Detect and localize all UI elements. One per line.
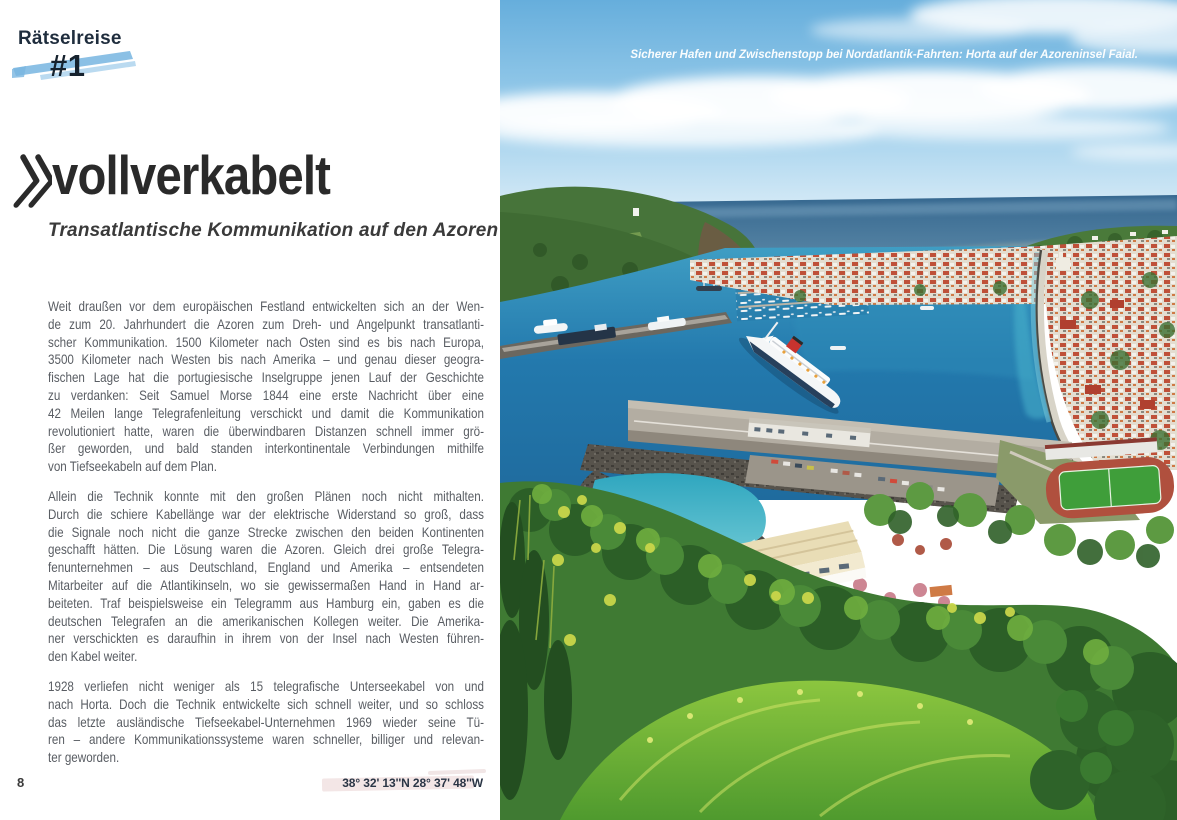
body-line: scher Kommunikation. 1500 Kilometer nach Osten sind es bis nach Europa,: [48, 333, 484, 350]
paragraph: [48, 298, 484, 476]
body-line: revolutioniert hatte, waren die überwindbaren Distanzen schnell immer grö-: [48, 422, 484, 439]
body-line: Mitarbeiter auf die Atlantikinseln, wo sie gewissermaßen Hand in Hand ar-: [48, 576, 484, 593]
coordinates-footer: [0, 768, 500, 798]
body-line: fenunternehmen – aus Deutschland, England und Amerika – entsendeten: [48, 559, 484, 576]
sky: [500, 0, 1177, 215]
double-chevron-icon: [12, 150, 52, 212]
page-subtitle: Transatlantische Kommunikation auf den Azoren: [48, 220, 499, 241]
body-line: von Tiefseekabeln auf dem Plan.: [48, 458, 218, 475]
paragraph: [48, 678, 484, 767]
body-line: de zum 20. Jahrhundert die Azoren zum Dreh- und Angelpunkt transatlanti-: [48, 315, 484, 332]
body-line: fischen Lage hat die portugiesische Inselgruppe jenen Lauf der Geschichte: [48, 369, 484, 386]
badge-series-title: Rätselreise: [18, 28, 122, 49]
page-title: vollverkabelt: [52, 144, 331, 206]
body-line: 42 Meilen lange Telegrafenleitung verschickt und damit die Kommunikation: [48, 404, 484, 421]
issue-badge: [12, 26, 162, 98]
body-line: beiteten. Traf beispielsweise ein Telegramm aus Hamburg ein, gaben es die: [48, 594, 484, 611]
body-line: ner verschickten es daraufhin in ihrem von der Insel nach Westen führen-: [48, 630, 484, 647]
body-line: zu verdanken: Seit Samuel Morse 1844 eine erste Nachricht über eine: [48, 386, 484, 403]
badge-issue-number: #1: [50, 48, 86, 83]
body-line: ren – andere Kommunikationssysteme waren schneller, billiger und relevan-: [48, 731, 484, 748]
body-line: 1928 verliefen nicht weniger als 15 telegrafische Unterseekabel von und: [48, 677, 484, 694]
body-line: ßer geworden, und bald standen interkontinentale Verbindungen mithilfe: [48, 440, 484, 457]
page-number: 8: [17, 775, 25, 790]
body-line: 3500 Kilometer nach Westen bis nach Amerika – und genau dieser geogra-: [48, 351, 484, 368]
body-line: Durch die schiere Kabellänge war der elektrische Widerstand so groß, dass: [48, 505, 484, 522]
left-page: [0, 0, 500, 820]
paragraph: [48, 488, 484, 666]
article-heading: [12, 144, 499, 242]
body-line: den Kabel weiter.: [48, 648, 138, 665]
coordinates-text: 38° 32' 13''N 28° 37' 48''W: [342, 776, 483, 790]
body-line: Weit draußen vor dem europäischen Festland entwickelten sich an der Wen-: [48, 298, 484, 314]
body-line: nach Horta. Doch die Technik entwickelte sich schnell weiter, und so schloss: [48, 695, 484, 712]
coordinates-highlight-streak: [428, 769, 486, 775]
article-body: [48, 298, 484, 779]
body-line: die Signale noch nicht die ganze Strecke zwischen den beiden Kontinenten: [48, 523, 484, 540]
photo-caption: Sicherer Hafen und Zwischenstopp bei Nordatlantik-Fahrten: Horta auf der Azoreninsel Faial.: [630, 49, 1138, 61]
body-line: das letzte ausländische Tiefseekabel-Unternehmen 1969 wieder seine Tü-: [48, 713, 484, 730]
body-line: ter geworden.: [48, 749, 120, 766]
stadium: [1043, 436, 1176, 520]
photo-horta-harbour: [500, 0, 1177, 820]
body-line: geschafft hätten. Die Lösung waren die Azoren. Gleich drei große Telegra-: [48, 541, 484, 558]
body-line: Allein die Technik konnte mit den großen Plänen noch nicht mithalten.: [48, 487, 484, 504]
body-line: deutschen Telegrafen an die amerikanischen Kollegen weiter. Die Amerika-: [48, 612, 484, 629]
